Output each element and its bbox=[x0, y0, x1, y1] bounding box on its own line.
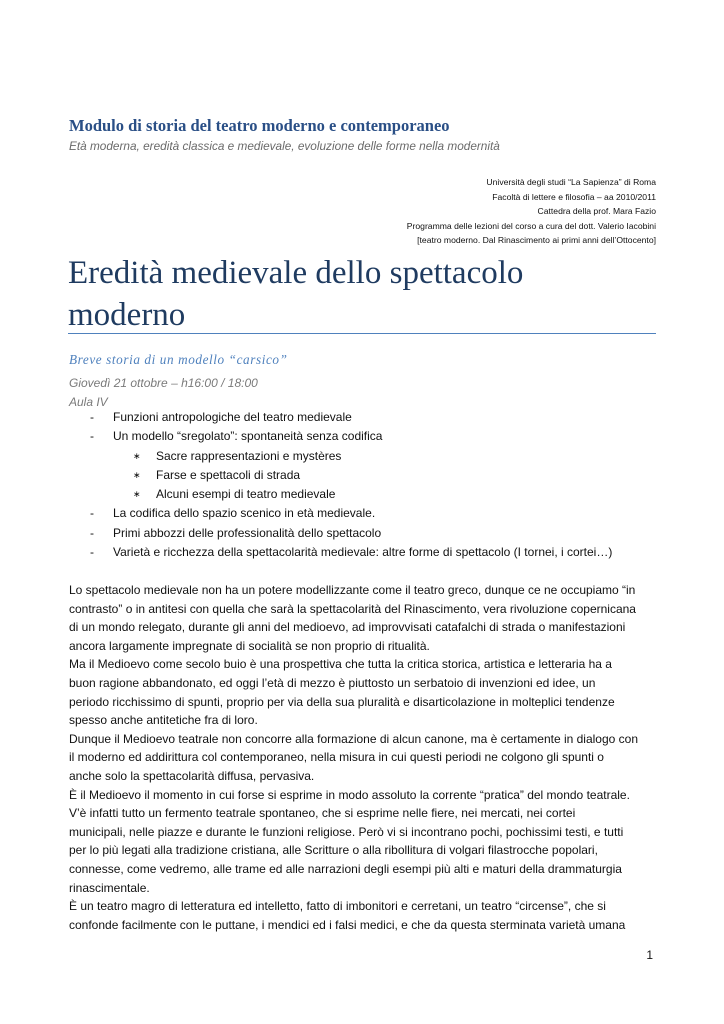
title-divider bbox=[68, 333, 656, 334]
page-number: 1 bbox=[646, 948, 653, 962]
body-line: di un mondo relegato, durante gli anni del medioevo, ad improvvisati catafalchi di strada o manifestazioni bbox=[69, 620, 626, 635]
body-line: Ma il Medioevo come secolo buio è una prospettiva che tutta la critica storica, artistica e letteraria ha a bbox=[69, 657, 612, 672]
body-line: connesse, come vedremo, alle trame ed alle narrazioni degli esempi più alti e maturi della drammaturgia bbox=[69, 861, 622, 876]
sub-list-item bbox=[0, 485, 724, 504]
body-line: V’è infatti tutto un fermento teatrale spontaneo, che si esprime nelle fiere, nei mercati, nei cortei bbox=[69, 806, 576, 821]
list-item bbox=[0, 427, 724, 446]
dash-bullet: - bbox=[90, 429, 94, 444]
main-title-line: Eredità medievale dello spettacolo bbox=[68, 255, 524, 291]
body-line: per lo più legati alla tradizione cristiana, alle Scritture o alla ribollitura di volgari filastrocche popolari, bbox=[69, 843, 598, 858]
main-title bbox=[68, 252, 658, 336]
dash-bullet: - bbox=[90, 506, 94, 521]
body-line: il moderno ed addirittura col contemporaneo, nella misura in cui questi periodi ne colgono gli spunti o bbox=[69, 750, 604, 765]
body-line: È un teatro magro di letteratura ed intelletto, fatto di imbonitori e cerretani, un teatro “circense”, che si bbox=[69, 899, 606, 914]
dash-bullet: - bbox=[90, 545, 94, 560]
body-text bbox=[69, 581, 659, 934]
body-line: confonde facilmente con le puttane, i mendici ed i falsi medici, e che da questa sterminata varietà umana bbox=[69, 917, 626, 932]
sub-list-item-text: Farse e spettacoli di strada bbox=[156, 467, 301, 482]
lesson-date: Giovedì 21 ottobre – h16:00 / 18:00 bbox=[69, 376, 258, 390]
sub-list-item-text: Sacre rappresentazioni e mystères bbox=[156, 448, 342, 463]
course-info-faculty: Facoltà di lettere e filosofia – aa 2010/2011 bbox=[492, 191, 656, 202]
course-info-program: Programma delle lezioni del corso a cura del dott. Valerio Iacobini bbox=[406, 220, 656, 231]
list-item-text: Funzioni antropologiche del teatro medievale bbox=[113, 410, 352, 424]
body-line: spesso anche antitetiche fra di loro. bbox=[69, 713, 258, 728]
course-info-block bbox=[256, 175, 656, 248]
course-info-chair: Cattedra della prof. Mara Fazio bbox=[537, 206, 656, 217]
body-line: buon ragione abbandonato, ed oggi l’età di mezzo è piuttosto un serbatoio di invenzioni ed idee, un bbox=[69, 675, 596, 690]
list-item-text: Primi abbozzi delle professionalità dello spettacolo bbox=[113, 525, 382, 540]
course-info-topic: [teatro moderno. Dal Rinascimento ai primi anni dell’Ottocento] bbox=[417, 235, 656, 246]
sub-list-item-text: Alcuni esempi di teatro medievale bbox=[156, 487, 336, 502]
star-bullet-icon: ∗ bbox=[133, 469, 141, 480]
outline-list bbox=[0, 408, 724, 562]
list-item bbox=[0, 524, 724, 543]
lesson-room: Aula IV bbox=[69, 395, 108, 409]
body-line: Dunque il Medioevo teatrale non concorre alla formazione di alcun canone, ma è certamente in dialogo con bbox=[69, 731, 639, 746]
body-line: anche solo la spettacolarità diffusa, pervasiva. bbox=[69, 768, 315, 783]
list-item bbox=[0, 543, 724, 562]
body-line: Lo spettacolo medievale non ha un potere modellizzante come il teatro greco, dunque ce ne occupiamo “in bbox=[69, 583, 636, 597]
course-info-university: Università degli studi “La Sapienza” di Roma bbox=[486, 177, 656, 187]
dash-bullet: - bbox=[90, 525, 94, 540]
section-title: Breve storia di un modello “carsico” bbox=[69, 352, 288, 367]
star-bullet-icon: ∗ bbox=[133, 489, 141, 500]
body-line: rinascimentale. bbox=[69, 880, 150, 895]
main-title-line: moderno bbox=[68, 297, 186, 333]
body-line: ancora largamente impregnate di socialità se non proprio di ritualità. bbox=[69, 638, 430, 653]
dash-bullet: - bbox=[90, 410, 94, 424]
star-bullet-icon: ∗ bbox=[133, 450, 141, 461]
module-subtitle: Età moderna, eredità classica e medievale, evoluzione delle forme nella modernità bbox=[69, 139, 500, 153]
sub-list-item bbox=[0, 447, 724, 466]
body-line: È il Medioevo il momento in cui forse si esprime in modo assoluto la corrente “pratica” del mondo teatrale. bbox=[69, 787, 630, 802]
list-item-text: Varietà e ricchezza della spettacolarità medievale: altre forme di spettacolo (I tornei, i cortei…) bbox=[113, 545, 613, 560]
list-item-text: La codifica dello spazio scenico in età medievale. bbox=[113, 506, 376, 521]
list-item bbox=[0, 504, 724, 523]
body-line: periodo ricchissimo di spunti, proprio per via della sua pluralità e disarticolazione in molteplici tendenze bbox=[69, 694, 615, 709]
sub-list-item bbox=[0, 466, 724, 485]
list-item bbox=[0, 408, 724, 427]
list-item-text: Un modello “sregolato”: spontaneità senza codifica bbox=[113, 429, 383, 444]
module-title: Modulo di storia del teatro moderno e contemporaneo bbox=[69, 116, 450, 135]
body-line: municipali, nelle piazze e durante le funzioni religiose. Però vi si incontrano pochi, pochissimi testi, e tutti bbox=[69, 824, 624, 839]
body-line: contrasto” o in antitesi con quella che sarà la spettacolarità del Rinascimento, vera rivoluzione copernicana bbox=[69, 601, 636, 616]
